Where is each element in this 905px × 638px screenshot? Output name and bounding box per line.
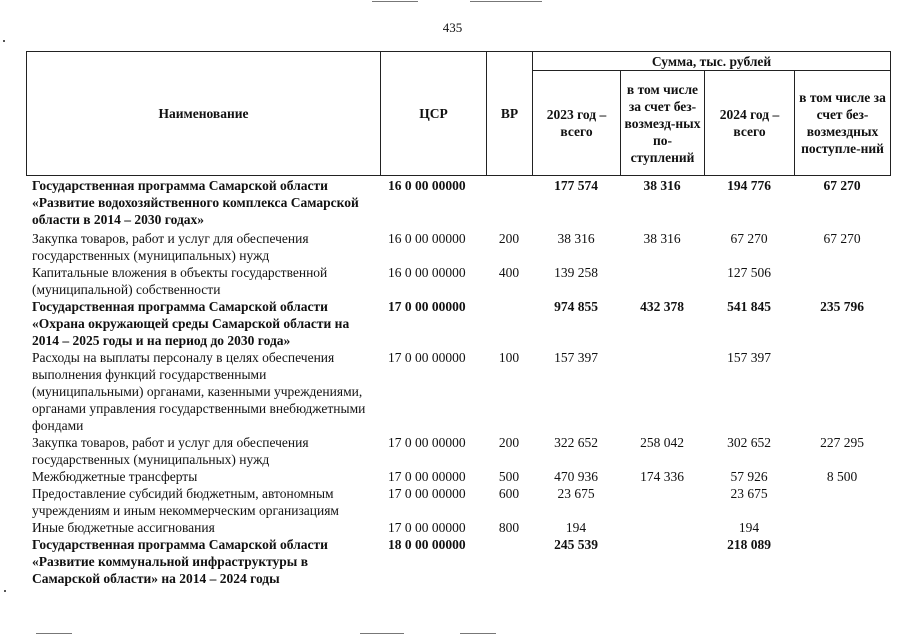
row-2024-free [794,536,890,587]
header-2024-total: 2024 год – всего [705,71,795,176]
scan-artifact-dot [4,590,6,592]
row-csr: 17 0 00 00000 [388,486,466,501]
header-2024-free: в том числе за счет без-возмездных поступле-ний [795,71,891,176]
row-2024-total: 67 270 [730,231,768,246]
row-2023-free [620,485,704,519]
scan-artifact-line [470,1,542,2]
header-name: Наименование [27,52,381,176]
row-2024-total: 194 776 [727,178,771,193]
row-vr: 100 [498,350,520,365]
row-name: Иные бюджетные ассигнования [32,520,215,535]
row-vr: 500 [498,469,520,484]
row-2024-free [794,349,890,434]
row-2023-total: 157 397 [554,350,598,365]
row-2024-total: 302 652 [727,435,771,450]
table-row [26,519,890,536]
header-csr: ЦСР [381,52,487,176]
row-2024-free: 235 796 [820,299,864,314]
row-2023-total: 470 936 [554,469,598,484]
table-row [26,485,890,519]
row-name: Государственная программа Самарской области «Развитие коммунальной инфраструктуры в Самарской области» на 2014 – 2024 годы [32,537,328,586]
row-2024-free [794,485,890,519]
header-2023-total: 2023 год – всего [533,71,621,176]
table-row [26,228,890,264]
row-2023-total: 194 [565,520,587,535]
row-2024-total: 157 397 [727,350,771,365]
row-2023-total: 139 258 [554,265,598,280]
row-2024-free [794,264,890,298]
row-2024-free: 227 295 [820,435,864,450]
row-csr: 18 0 00 00000 [388,537,466,552]
row-name: Межбюджетные трансферты [32,469,198,484]
table-row [26,536,890,587]
scan-artifact-line [460,633,496,634]
row-2023-total: 177 574 [554,178,598,193]
header-2023-free: в том числе за счет без-возмезд-ных по-ступлений [621,71,705,176]
row-name: Расходы на выплаты персоналу в целях обеспечения выполнения функций государственными (муниципальными) органами, казенными учреждениями, органами управления государственными внебюджетными фондами [32,350,366,433]
table-header [26,51,891,176]
row-vr [486,536,532,587]
row-2023-total: 23 675 [557,486,595,501]
row-2023-free [620,264,704,298]
scan-artifact-line [372,1,418,2]
row-vr: 200 [498,231,520,246]
row-2024-total: 57 926 [730,469,768,484]
row-2023-total: 322 652 [554,435,598,450]
row-2024-total: 23 675 [730,486,768,501]
header-sum-group: Сумма, тыс. рублей [533,52,891,71]
row-2023-free [620,536,704,587]
row-2023-free: 38 316 [643,178,681,193]
row-name: Предоставление субсидий бюджетным, автономным учреждениям и иным некоммерческим организациям [32,486,339,518]
row-name: Государственная программа Самарской области «Развитие водохозяйственного комплекса Самарской области в 2014 – 2030 годах» [32,178,359,227]
scan-artifact-line [360,633,404,634]
row-vr: 200 [498,435,520,450]
budget-table [26,177,890,587]
row-csr: 17 0 00 00000 [388,520,466,535]
scan-artifact-line [36,633,72,634]
row-2024-free: 67 270 [823,178,861,193]
row-csr: 16 0 00 00000 [388,231,466,246]
row-vr [486,177,532,228]
row-csr: 16 0 00 00000 [388,265,466,280]
scan-artifact-dot [3,40,5,42]
table-row [26,298,890,349]
row-2023-free [620,349,704,434]
row-2024-free: 67 270 [823,231,861,246]
row-2023-free [620,519,704,536]
row-2024-total: 194 [738,520,760,535]
row-csr: 17 0 00 00000 [388,435,466,450]
row-csr: 16 0 00 00000 [388,178,466,193]
row-2023-total: 245 539 [554,537,598,552]
row-csr: 17 0 00 00000 [388,350,466,365]
row-csr: 17 0 00 00000 [388,469,466,484]
row-vr: 600 [498,486,520,501]
table-row [26,468,890,485]
table-row [26,434,890,468]
row-2024-total: 218 089 [727,537,771,552]
table-row [26,349,890,434]
row-vr: 400 [498,265,520,280]
row-2023-free: 174 336 [640,469,684,484]
row-2023-free: 258 042 [640,435,684,450]
table-row [26,264,890,298]
row-name: Государственная программа Самарской области «Охрана окружающей среды Самарской области на 2014 – 2025 годы и на период до 2030 года» [32,299,350,348]
table-row [26,177,890,228]
row-name: Закупка товаров, работ и услуг для обеспечения государственных (муниципальных) нужд [32,435,309,467]
row-2024-free [794,519,890,536]
row-2023-free: 432 378 [640,299,684,314]
row-vr [486,298,532,349]
row-2024-free: 8 500 [826,469,858,484]
row-name: Капитальные вложения в объекты государственной (муниципальной) собственности [32,265,328,297]
row-2024-total: 541 845 [727,299,771,314]
row-name: Закупка товаров, работ и услуг для обеспечения государственных (муниципальных) нужд [32,231,309,263]
header-vr: ВР [487,52,533,176]
row-2023-total: 38 316 [557,231,595,246]
row-2023-total: 974 855 [554,299,598,314]
row-2023-free: 38 316 [643,231,681,246]
page-number: 435 [442,20,463,35]
row-2024-total: 127 506 [727,265,771,280]
row-vr: 800 [498,520,520,535]
row-csr: 17 0 00 00000 [388,299,466,314]
